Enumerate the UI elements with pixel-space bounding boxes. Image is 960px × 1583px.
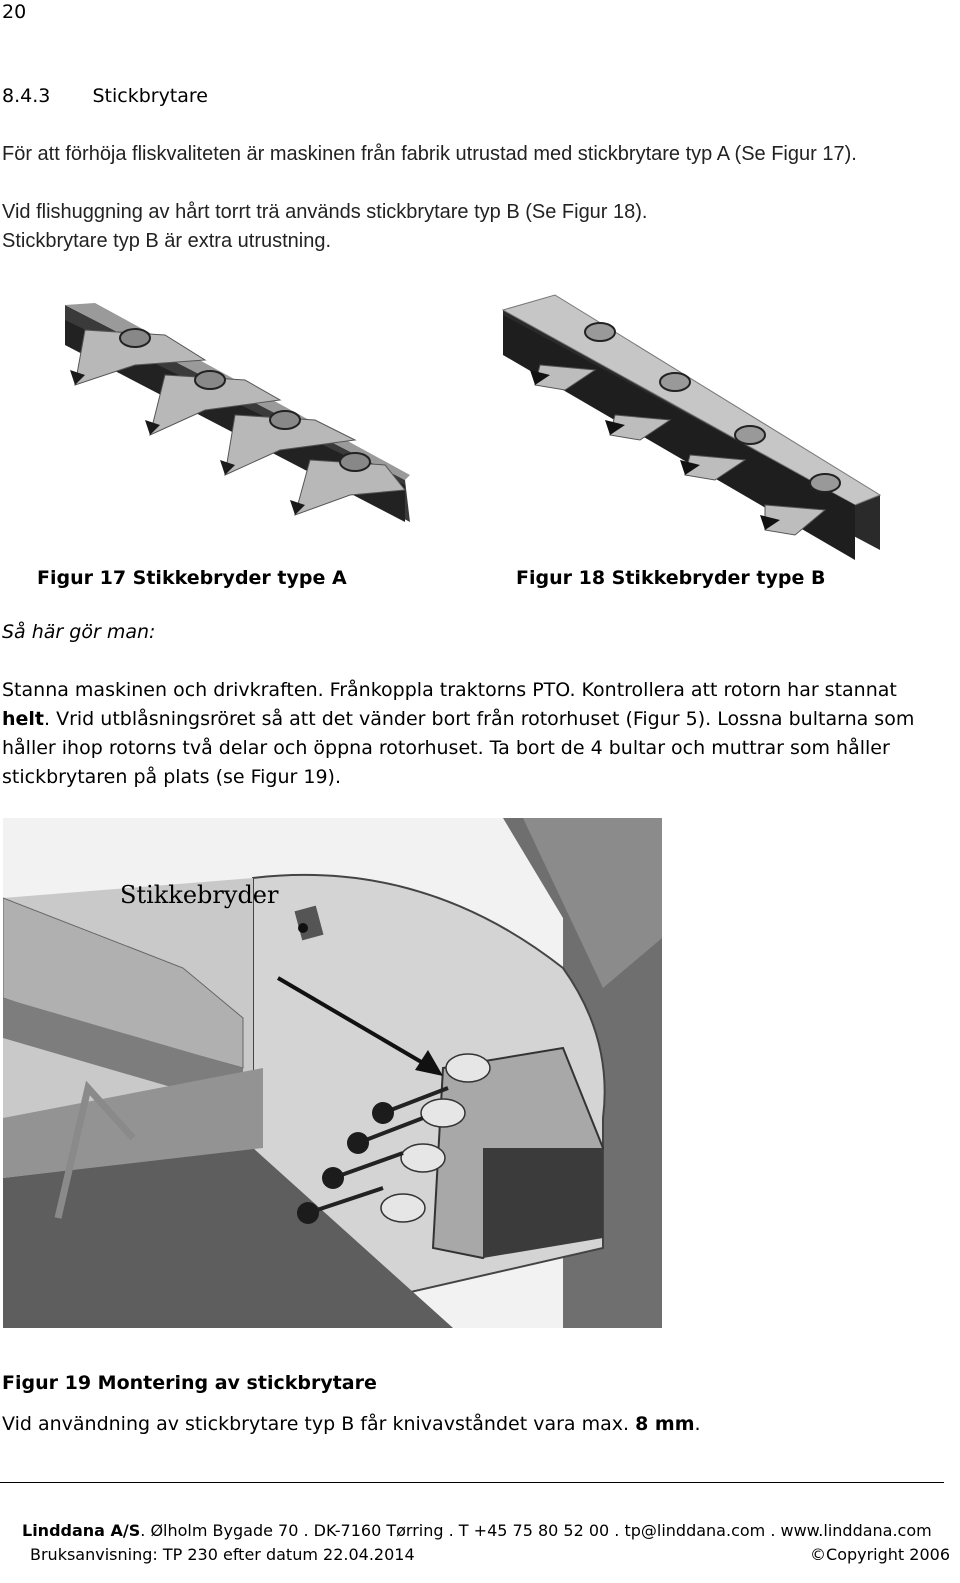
section-number: 8.4.3 [2,85,51,107]
final-note-bold: 8 mm [635,1413,695,1435]
figure-17-caption: Figur 17 Stikkebryder type A [37,567,347,589]
intro-line-2: Vid flishuggning av hårt torrt trä används stickbrytare typ B (Se Figur 18). [2,201,648,223]
section-heading [2,84,208,108]
page-number: 20 [2,1,27,23]
instructions-text-2: . Vrid utblåsningsröret så att det vänder bort från rotorhuset (Figur 5). Lossna bultarna som håller ihop rotorns två delar och öppna rotorhuset. Ta bort de 4 bultar och muttrar som håller stickbrytaren på plats (se Figur 19). [2,708,915,788]
figure-19-caption: Figur 19 Montering av stickbrytare [2,1372,377,1394]
section-title: Stickbrytare [92,85,208,107]
footer-manual: Bruksanvisning: TP 230 efter datum 22.04.2014 [30,1545,415,1564]
instructions-bold: helt [2,708,45,730]
figure-19-image [3,818,662,1328]
figure-18-caption: Figur 18 Stikkebryder type B [516,567,826,589]
footer-company: Linddana A/S [22,1521,141,1540]
instructions-paragraph [2,676,932,792]
instructions-heading: Så här gör man: [2,621,156,643]
footer-divider [0,1482,944,1483]
figure-19-label: Stikkebryder [120,881,279,909]
intro-line-3: Stickbrytare typ B är extra utrustning. [2,230,332,252]
footer-address-line [22,1521,932,1540]
footer-address: . Ølholm Bygade 70 . DK-7160 Tørring . T +45 75 80 52 00 . tp@linddana.com . www.linddana.com [140,1521,932,1540]
intro-line-1: För att förhöja fliskvaliteten är maskinen från fabrik utrustad med stickbrytare typ A (Se Figur 17). [2,143,857,165]
instructions-text-1: Stanna maskinen och drivkraften. Frånkoppla traktorns PTO. Kontrollera att rotorn har stannat [2,679,897,701]
final-note [2,1412,701,1436]
footer-copyright: ©Copyright 2006 [810,1545,950,1564]
figure-18-image [495,290,890,570]
figure-17-image [55,300,425,530]
final-note-text: Vid användning av stickbrytare typ B får knivavståndet vara max. [2,1413,636,1435]
final-note-end: . [694,1413,701,1435]
